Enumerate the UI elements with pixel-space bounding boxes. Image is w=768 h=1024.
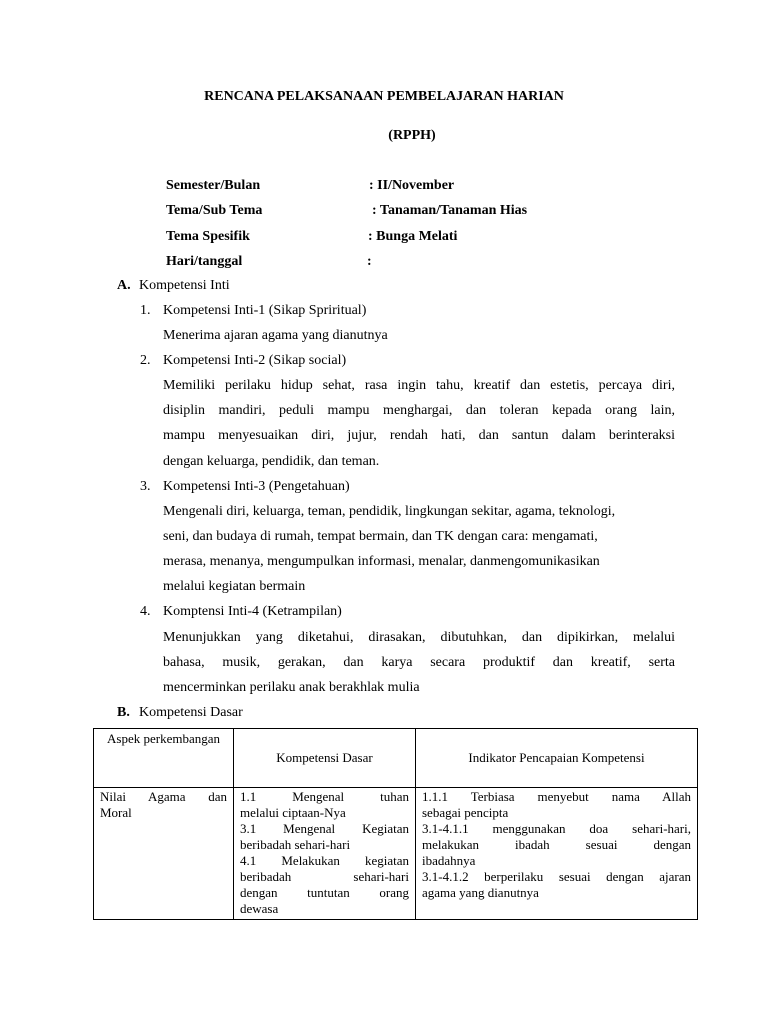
cell-line: 3.1-4.1.2 berperilaku sesuai dengan ajaran: [422, 869, 691, 884]
cell-line: ibadahnya: [422, 853, 476, 868]
cell-line: 3.1 Mengenal Kegiatan: [240, 821, 409, 836]
cell-kompetensi-dasar: [234, 788, 416, 920]
section-b-letter: B.: [117, 705, 130, 720]
ki-3-line: Mengenali diri, keluarga, teman, pendidik, lingkungan sekitar, agama, teknologi,: [163, 504, 616, 519]
cell-line: melakukan ibadah sesuai dengan: [422, 837, 691, 852]
ki-1-number: 1.: [140, 303, 151, 318]
ki-4-line: bahasa, musik, gerakan, dan karya secara produktif dan kreatif, serta: [163, 655, 675, 670]
cell-line: dewasa: [240, 901, 279, 916]
cell-line: agama yang dianutnya: [422, 885, 539, 900]
header-kompetensi-dasar: Kompetensi Dasar: [234, 729, 416, 788]
ki-2-number: 2.: [140, 353, 151, 368]
cell-line: Moral: [100, 805, 132, 820]
ki-1-heading: Kompetensi Inti-1 (Sikap Spriritual): [163, 303, 367, 318]
cell-line: sebagai pencipta: [422, 805, 509, 820]
document-subtitle: (RPPH): [388, 128, 436, 143]
ki-1-line: Menerima ajaran agama yang dianutnya: [163, 328, 388, 343]
ki-3-line: melalui kegiatan bermain: [163, 579, 306, 594]
info-value-semester: : II/November: [369, 178, 455, 193]
cell-line: 1.1.1 Terbiasa menyebut nama Allah: [422, 789, 691, 804]
cell-line: beribadah sehari-hari: [240, 869, 409, 884]
section-a-title: Kompetensi Inti: [139, 278, 230, 293]
ki-4-heading: Komptensi Inti-4 (Ketrampilan): [163, 604, 342, 619]
ki-3-number: 3.: [140, 479, 151, 494]
info-value-hari: :: [367, 254, 372, 269]
cell-line: 4.1 Melakukan kegiatan: [240, 853, 409, 868]
cell-line: 1.1 Mengenal tuhan: [240, 789, 409, 804]
cell-aspek: [94, 788, 234, 920]
info-value-tema-spesifik: : Bunga Melati: [368, 229, 458, 244]
ki-3-heading: Kompetensi Inti-3 (Pengetahuan): [163, 479, 350, 494]
info-value-tema: : Tanaman/Tanaman Hias: [372, 203, 528, 218]
header-aspek: Aspek perkembangan: [94, 729, 234, 788]
ki-2-line: mampu menyesuaikan diri, jujur, rendah hati, dan santun dalam berinteraksi: [163, 428, 675, 443]
table-row: [94, 788, 698, 920]
header-indikator: Indikator Pencapaian Kompetensi: [416, 729, 698, 788]
ki-2-line: disiplin mandiri, peduli mampu menghargai, dan toleran kepada orang lain,: [163, 403, 675, 418]
cell-line: beribadah sehari-hari: [240, 837, 351, 852]
ki-2-line: Memiliki perilaku hidup sehat, rasa ingin tahu, kreatif dan estetis, percaya diri,: [163, 378, 675, 393]
info-label-hari: Hari/tanggal: [166, 254, 243, 269]
section-a-letter: A.: [117, 278, 131, 293]
table-header-row: [94, 729, 698, 788]
document-title: RENCANA PELAKSANAAN PEMBELAJARAN HARIAN: [204, 89, 564, 104]
info-label-tema: Tema/Sub Tema: [166, 203, 263, 218]
ki-2-line: dengan keluarga, pendidik, dan teman.: [163, 454, 380, 469]
cell-indikator: [416, 788, 698, 920]
cell-line: Nilai Agama dan: [100, 789, 227, 804]
ki-4-line: Menunjukkan yang diketahui, dirasakan, dibutuhkan, dan dipikirkan, melalui: [163, 630, 675, 645]
ki-3-line: merasa, menanya, mengumpulkan informasi, menalar, danmengomunikasikan: [163, 554, 600, 569]
cell-line: melalui ciptaan-Nya: [240, 805, 346, 820]
kompetensi-dasar-table: [93, 728, 698, 920]
ki-2-heading: Kompetensi Inti-2 (Sikap social): [163, 353, 347, 368]
cell-line: dengan tuntutan orang: [240, 885, 409, 900]
ki-3-line: seni, dan budaya di rumah, tempat bermain, dan TK dengan cara: mengamati,: [163, 529, 598, 544]
ki-4-number: 4.: [140, 604, 151, 619]
info-label-tema-spesifik: Tema Spesifik: [166, 229, 250, 244]
cell-line: 3.1-4.1.1 menggunakan doa sehari-hari,: [422, 821, 691, 836]
section-b-title: Kompetensi Dasar: [139, 705, 243, 720]
info-label-semester: Semester/Bulan: [166, 178, 261, 193]
ki-4-line: mencerminkan perilaku anak berakhlak mulia: [163, 680, 420, 695]
